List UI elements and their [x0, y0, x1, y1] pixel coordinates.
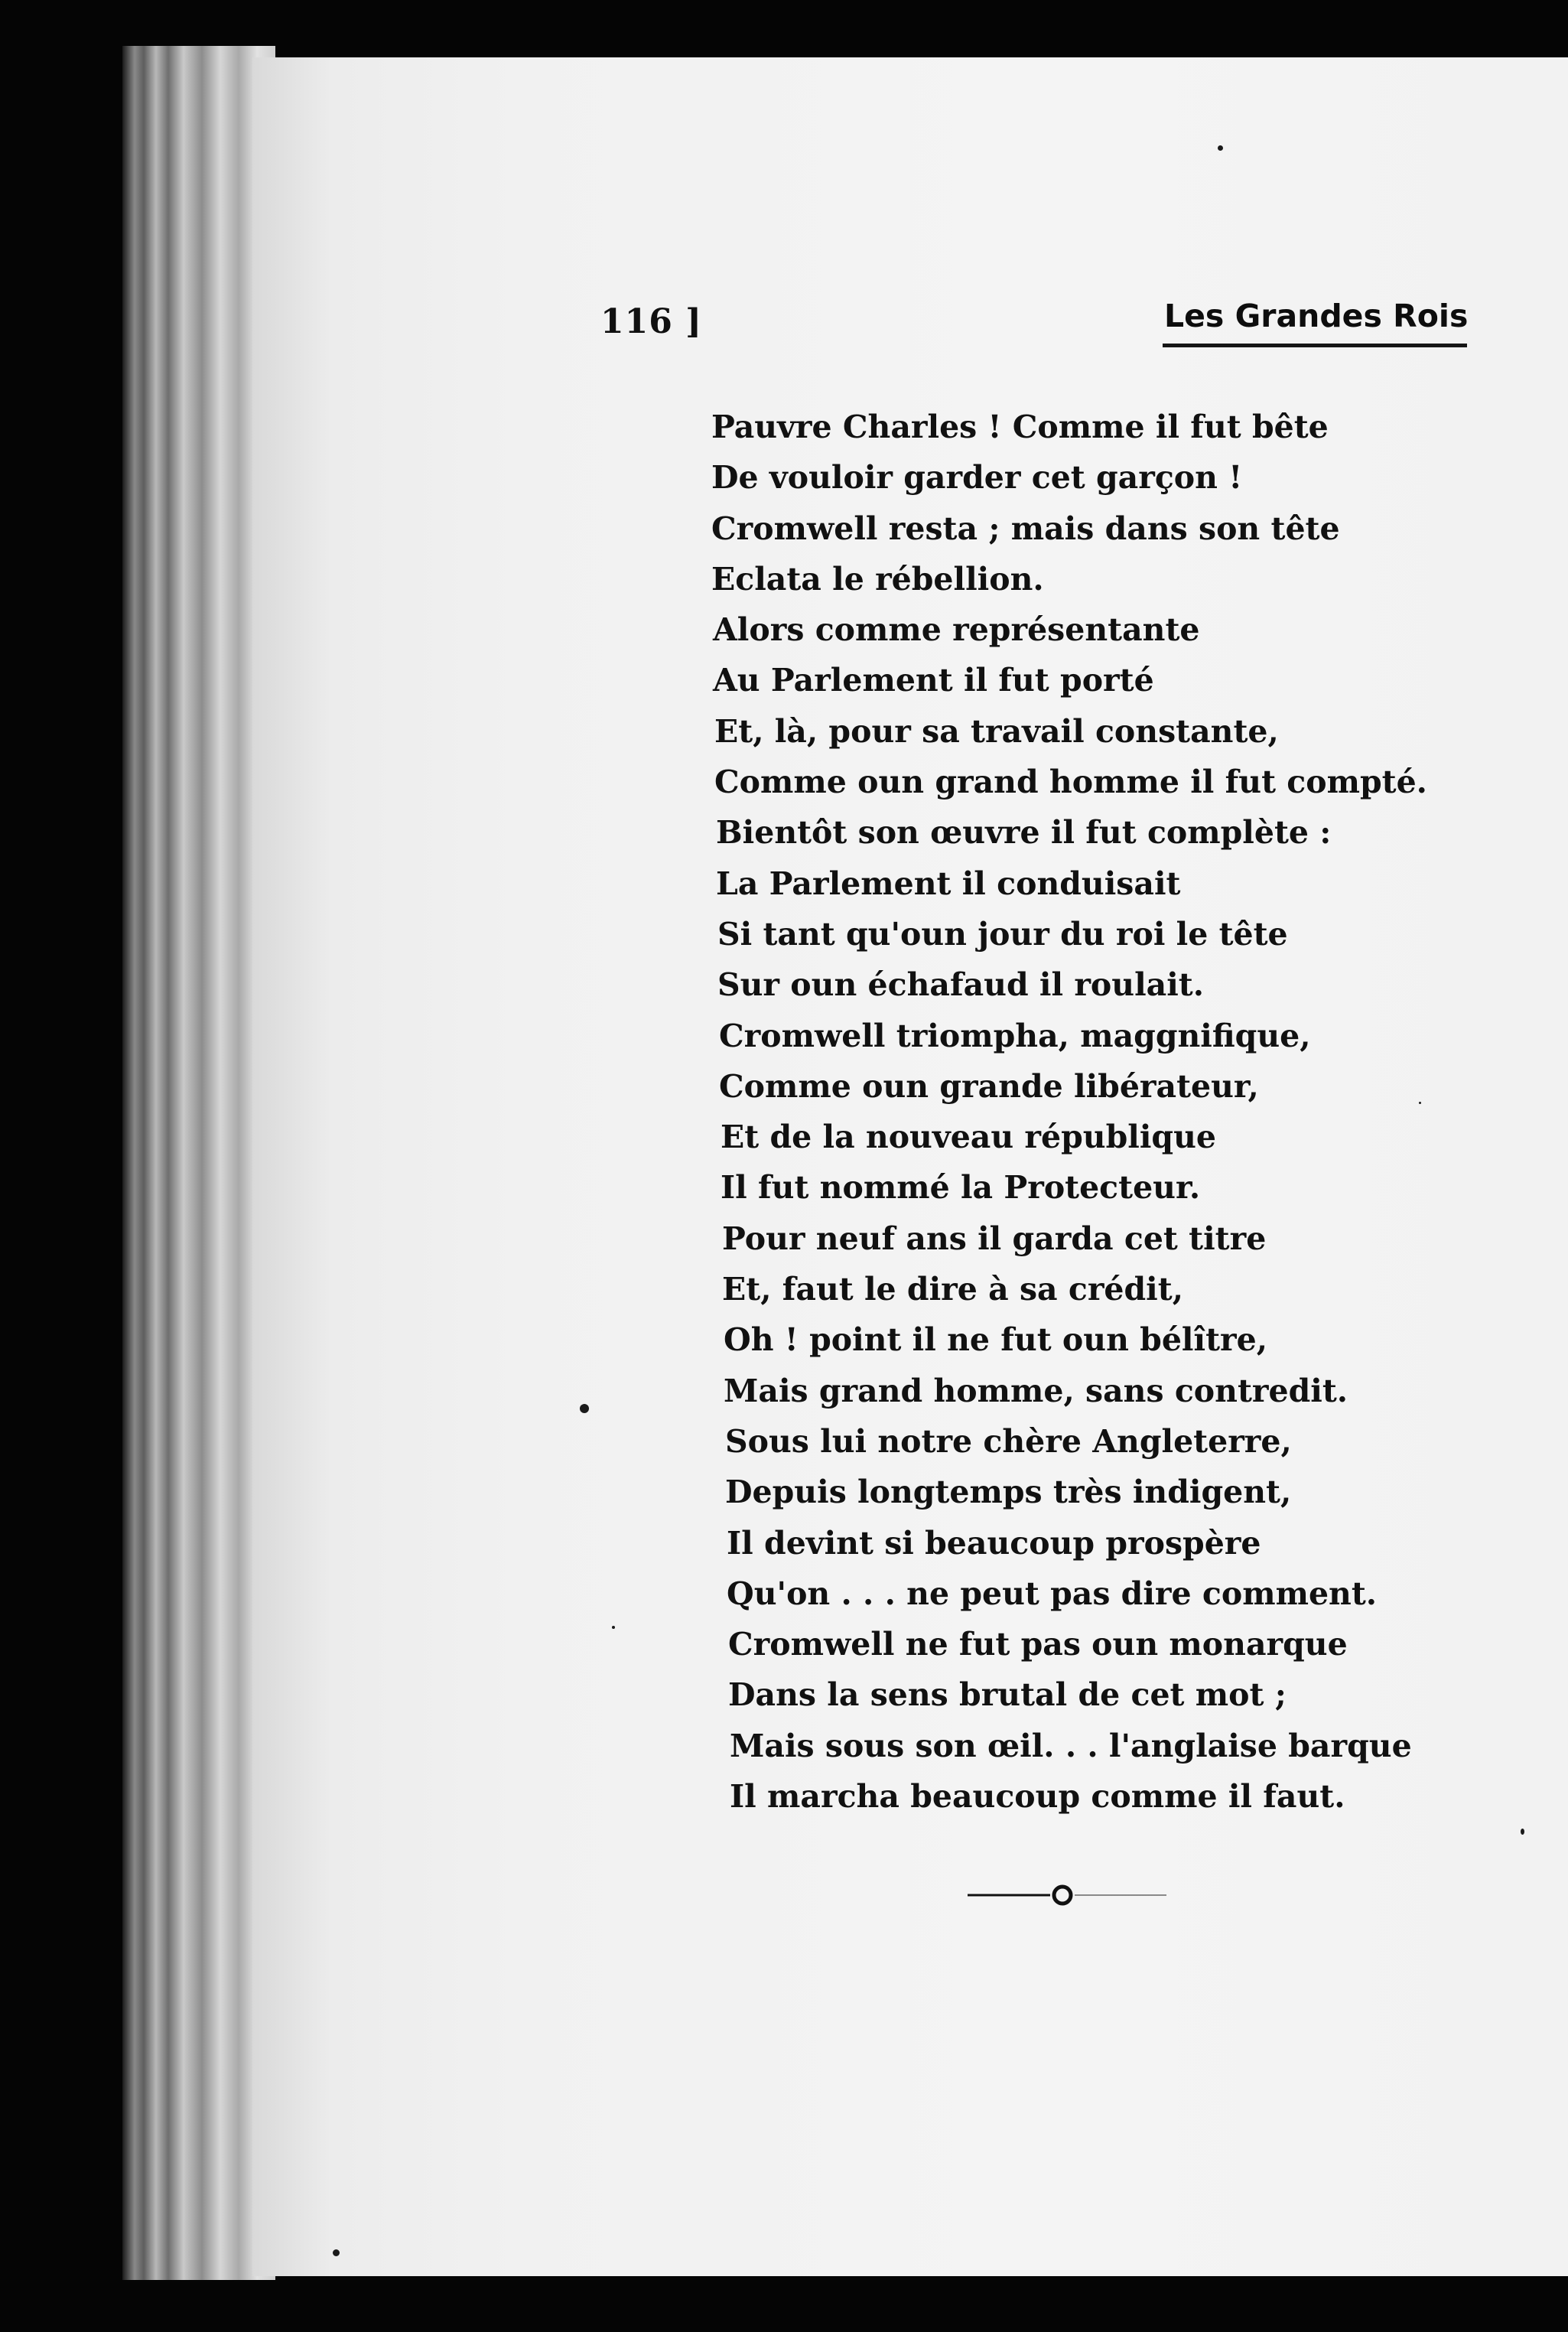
verse-line: Il marcha beaucoup comme il faut. — [730, 1778, 1345, 1816]
verse-line: Il fut nommé la Protecteur. — [721, 1169, 1201, 1207]
verse-line: Mais grand homme, sans contredit. — [724, 1372, 1348, 1409]
verse-line: Si tant qu'oun jour du roi le tête — [717, 915, 1288, 953]
verse-line: Et, faut le dire à sa crédit, — [722, 1271, 1183, 1308]
page-number: 116 ] — [600, 302, 702, 341]
verse-line: Pauvre Charles ! Comme il fut bête — [711, 409, 1329, 445]
verse-line: Comme oun grand homme il fut compté. — [714, 764, 1427, 801]
book-title: Les Grandes Rois — [1164, 298, 1469, 334]
verse-line: Oh ! point il ne fut oun bélître, — [724, 1321, 1267, 1359]
verse-line: Sous lui notre chère Angleterre, — [725, 1422, 1292, 1460]
poem — [711, 402, 1427, 1822]
verse-line: De vouloir garder cet garçon ! — [711, 459, 1243, 497]
verse-line: Au Parlement il fut porté — [713, 662, 1154, 699]
verse-line: Et de la nouveau république — [721, 1119, 1216, 1156]
title-underline — [1163, 344, 1467, 347]
verse-line: Et, là, pour sa travail constante, — [714, 712, 1279, 750]
verse-line: Sur oun échafaud il roulait. — [717, 966, 1205, 1004]
verse-line: Cromwell resta ; mais dans son tête — [711, 510, 1340, 547]
verse-line: Depuis longtemps très indigent, — [725, 1474, 1292, 1511]
verse-line: Il devint si beaucoup prospère — [727, 1524, 1261, 1562]
verse-line: Cromwell triompha, maggnifique, — [719, 1017, 1311, 1054]
verse-line: Mais sous son œil. . . l'anglaise barque — [730, 1727, 1412, 1764]
verse-line: La Parlement il conduisait — [716, 865, 1181, 902]
rule-with-circle-ornament-icon — [968, 1884, 1166, 1907]
running-head — [0, 295, 1568, 356]
verse-line: Dans la sens brutal de cet mot ; — [728, 1676, 1287, 1714]
verse-line: Pour neuf ans il garda cet titre — [722, 1220, 1267, 1257]
verse-line: Bientôt son œuvre il fut complète : — [716, 814, 1332, 852]
verse-line: Comme oun grande libérateur, — [719, 1067, 1259, 1105]
verse-line: Qu'on . . . ne peut pas dire comment. — [727, 1575, 1378, 1612]
verse-line: Eclata le rébellion. — [711, 560, 1044, 598]
verse-line: Alors comme représentante — [713, 611, 1200, 649]
verse-line: Cromwell ne fut pas oun monarque — [728, 1626, 1348, 1663]
